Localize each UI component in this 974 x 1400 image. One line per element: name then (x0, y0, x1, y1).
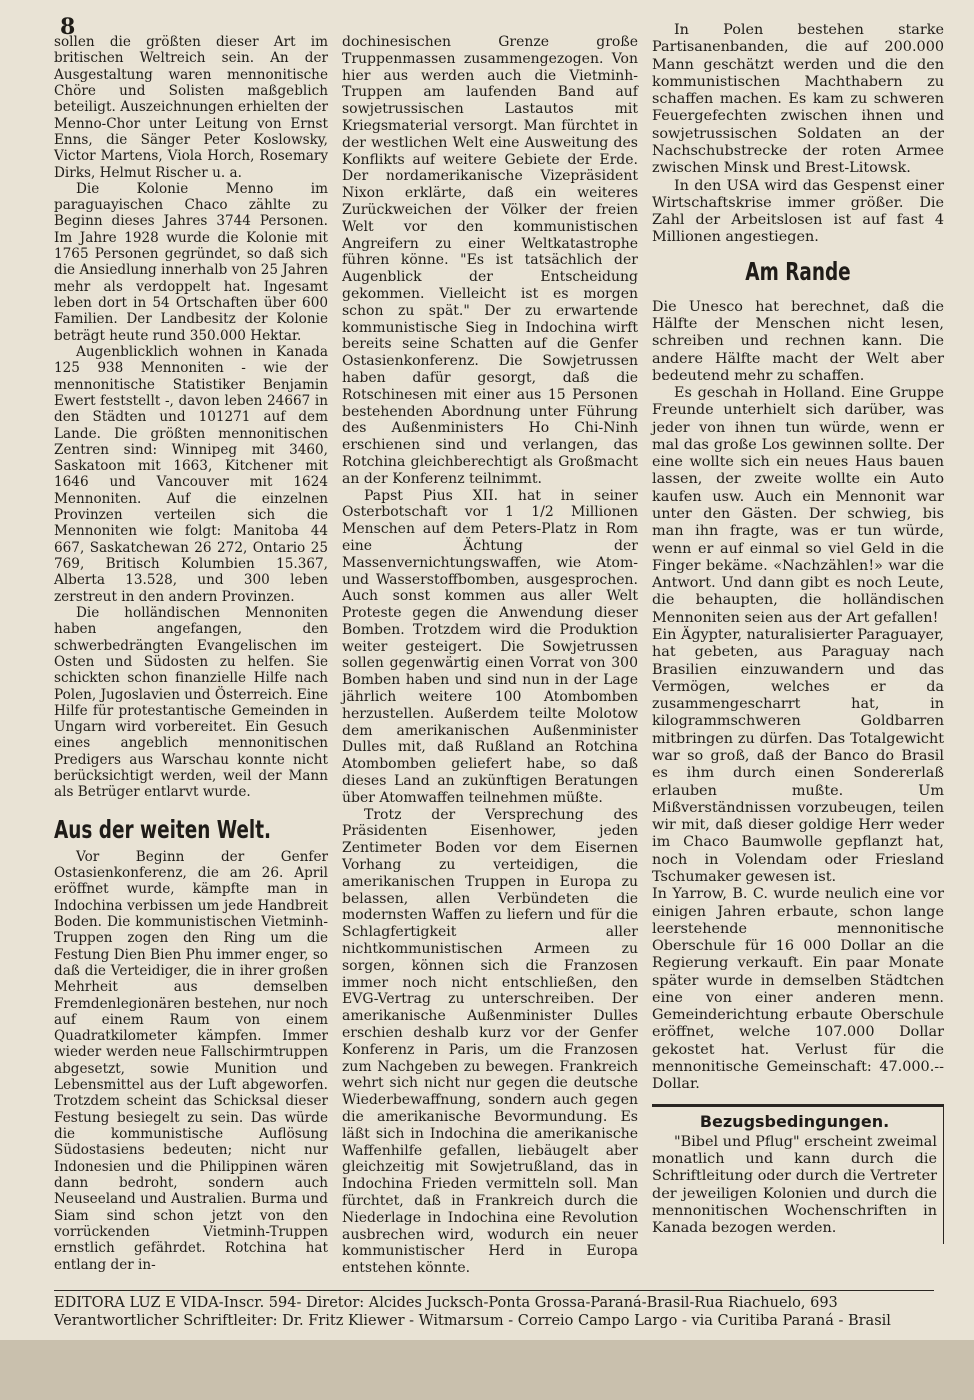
publisher-footer (54, 1290, 934, 1330)
column-3 (652, 22, 944, 1244)
paragraph: Die Unesco hat berechnet, daß die Hälfte der Menschen nicht lesen, schreiben und rechnen kann. Die andere Hälfte macht der Welt aber bedeutend mehr zu schaffen. (652, 298, 944, 384)
subscription-box-text: "Bibel und Pflug" erscheint zweimal monatlich und kann durch die Schriftleitung oder durch die Vertreter der jeweiligen Kolonien und durch die mennonitischen Wochenschriften in Kanada bezogen werden. (652, 1133, 937, 1237)
column-1 (54, 34, 328, 1273)
paragraph: sollen die größten dieser Art im britischen Weltreich sein. An der Ausgestaltung waren mennonitische Chöre und Solisten maßgeblich beteiligt. Auszeichnungen erhielten der Menno-Chor unter Leitung von Ernst Enns, die Sänger Peter Koslowsky, Victor Martens, Viola Horch, Rosemary Dirks, Helmut Rischer u. a. (54, 34, 328, 181)
subscription-box-title: Bezugsbedingungen. (699, 1111, 890, 1131)
column-2 (342, 34, 638, 1277)
paragraph: In Polen bestehen starke Partisanenbanden, die auf 200.000 Mann geschätzt werden und die den kommunistischen Machthabern zu schaffen machen. Es kam zu schweren Feuergefechten zwischen ihnen und sowjetrussischen Soldaten an der Nachschubstrecke der roten Armee zwischen Minsk und Brest-Litowsk. (652, 22, 944, 177)
subscription-box (652, 1104, 944, 1244)
paragraph: In Yarrow, B. C. wurde neulich eine vor einigen Jahren erbaute, schon lange leerstehende mennonitische Oberschule für 16 000 Dollar an die Regierung verkauft. Ein paar Monate später wurde in demselben Städtchen eine von einer anderen menn. Gemeinderichtung erbaute Oberschule eröffnet, welche 107.000 Dollar gekostet hat. Verlust für die mennonitische Gemeinschaft: 47.000.--Dollar. (652, 886, 944, 1093)
footer-line-2: Verantwortlicher Schriftleiter: Dr. Fritz Kliewer - Witmarsum - Correio Campo Largo - via Curitiba Paraná - Brasil (54, 1313, 891, 1329)
footer-line-1: EDITORA LUZ E VIDA-Inscr. 594- Diretor: Alcides Jucksch-Ponta Grossa-Paraná-Brasil-Rua Riachuelo, 693 (54, 1295, 838, 1311)
paragraph: Papst Pius XII. hat in seiner Osterbotschaft vor 1 1/2 Millionen Menschen auf dem Peters-Platz in Rom eine Ächtung der Massenvernichtungswaffen, wie Atom- und Wasserstoffbomben, ausgesprochen. Auch sonst kommen aus aller Welt Proteste gegen die Anwendung dieser Bomben. Trotzdem wird die Produktion weiter gesteigert. Die Sowjetrussen sollen gegenwärtig einen Vorrat von 300 Bomben haben und sind nun in der Lage jährlich weitere 100 Atombomben herzustellen. Außerdem teilte Molotow dem amerikanischen Außenminister Dulles mit, daß Rußland an Rotchina Atombomben geliefert habe, so daß dieses Land an zukünftigen Beratungen über Atomwaffen teilnehmen müßte. (342, 487, 638, 806)
paragraph: Die Kolonie Menno im paraguayischen Chaco zählte zu Beginn dieses Jahres 3744 Personen. Im Jahre 1928 wurde die Kolonie mit 1765 Personen gegründet, so daß sich die Ansiedlung innerhalb von 25 Jahren mehr als verdoppelt hat. Ingesamt leben dort in 54 Ortschaften über 600 Familien. Der Landbesitz der Kolonie beträgt heute rund 350.000 Hektar. (54, 180, 328, 344)
page-number: 8 (60, 14, 76, 40)
section-heading-am-rande: Am Rande (745, 256, 851, 286)
paragraph: Ein Ägypter, naturalisierter Paraguayer, hat gebeten, aus Paraguay nach Brasilien einzuwandern und das Vermögen, welches er da zusammengescharrt hat, in kilogrammschweren Goldbarren mitbringen zu dürfen. Das Totalgewicht war so groß, daß der Banco do Brasil es ihm durch einen Sondererlaß erlauben mußte. Um Mißverständnissen vorzubeugen, teilen wir mit, daß dieser goldige Herr weder im Chaco Baumwolle gepflanzt hat, noch in Volendam oder Friesland Tschumaker gewesen ist. (652, 627, 944, 885)
paragraph: Augenblicklich wohnen in Kanada 125 938 Mennoniten - wie der mennonitische Statistiker Benjamin Ewert feststellt -, davon leben 24667 in den Städten und 101271 auf dem Lande. Die größten mennonitischen Zentren sind: Winnipeg mit 3460, Saskatoon mit 1663, Kitchener mit 1646 und Vancouver mit 1624 Mennoniten. Auf die einzelnen Provinzen verteilen sich die Mennoniten wie folgt: Manitoba 44 667, Saskatchewan 26 272, Ontario 25 769, Britisch Kolumbien 15.367, Alberta 13.528, und 300 leben zerstreut in den andern Provinzen. (54, 343, 328, 605)
paragraph: In den USA wird das Gespenst einer Wirtschaftskrise immer größer. Die Zahl der Arbeitslosen ist auf fast 4 Millionen angestiegen. (652, 177, 944, 246)
paragraph: Trotz der Versprechung des Präsidenten Eisenhower, jeden Zentimeter Boden vor dem Eisernen Vorhang zu verteidigen, die amerikanischen Truppen in Europa zu belassen, allen Verbündeten die modernsten Waffen zu liefern und für die Schlagfertigkeit aller nichtkommunistischen Armeen zu sorgen, können sich die Franzosen immer noch nicht entschließen, den EVG-Vertrag zu unterschreiben. Der amerikanische Außenminister Dulles erschien deshalb kurz vor der Genfer Konferenz in Paris, um die Franzosen zum Nachgeben zu bewegen. Frankreich wehrt sich nicht nur gegen die deutsche Wiederbewaffnung, sondern auch gegen die amerikanische Bevormundung. Es läßt sich in Indochina die amerikanische Waffenhilfe gefallen, liebäugelt aber gleichzeitig mit Sowjetrußland, das in Indochina Frieden vermitteln soll. Man fürchtet, daß in Frankreich durch die Niederlage in Indochina eine Revolution ausbrechen wird, wodurch ein neuer kommunistischer Herd in Europa entstehen könnte. (342, 806, 638, 1277)
paragraph: Die holländischen Mennoniten haben angefangen, den schwerbedrängten Evangelischen im Osten und Südosten zu helfen. Sie schickten schon finanzielle Hilfe nach Polen, Jugoslavien und Österreich. Eine Hilfe für protestantische Gemeinden in Ungarn wird vorbereitet. Ein Gesuch eines angeblich mennonitischen Predigers aus Warschau konnte nicht berücksichtigt werden, weil der Mann als Betrüger entlarvt wurde. (54, 604, 328, 801)
page-margin (0, 1340, 974, 1400)
section-heading-aus-der-weiten-welt: Aus der weiten Welt. (54, 814, 272, 844)
paragraph: dochinesischen Grenze große Truppenmassen zusammengezogen. Von hier aus werden auch die Vietminh-Truppen am laufenden Band auf sowjetrussischen Lastautos mit Kriegsmaterial versorgt. Man fürchtet in der westlichen Welt eine Ausweitung des Konflikts auf weitere Gebiete der Erde. Der nordamerikanische Vizepräsident Nixon erklärte, daß ein weiteres Zurückweichen der Völker der freien Welt vor den kommunistischen Angreifern zu einer Weltkatastrophe führen könne. "Es ist tatsächlich der Augenblick der Entscheidung gekommen. Vielleicht ist es morgen schon zu spät." Der zu erwartende kommunistische Sieg in Indochina wirft bereits seine Schatten auf die Genfer Ostasienkonferenz. Die Sowjetrussen haben dafür gesorgt, daß die Rotschinesen mit einer aus 15 Personen bestehenden Abordnung unter Führung des Außenministers Ho Chi-Ninh erschienen sind und verlangen, das Rotchina gleichberechtigt als Großmacht an der Konferenz teilnimmt. (342, 34, 638, 487)
paragraph: Vor Beginn der Genfer Ostasienkonferenz, die am 26. April eröffnet wurde, kämpfte man in Indochina verbissen um jede Handbreit Boden. Die kommunistischen Vietminh-Truppen zogen den Ring um die Festung Dien Bien Phu immer enger, so daß die Verteidiger, die in ihrer großen Mehrheit aus demselben Fremdenlegionären bestehen, nur noch auf einem Raum von einem Quadratkilometer kämpfen. Immer wieder werden neue Fallschirmtruppen abgesetzt, sowie Munition und Lebensmittel aus der Luft abgeworfen. Trotzdem scheint das Schicksal dieser Festung besiegelt zu sein. Das würde die kommunistische Auflösung Südostasiens bedeuten; nicht nur Indonesien und die Philippinen wären dann bedroht, sondern auch Neuseeland und Australien. Burma und Siam sind schon jetzt von den vorrückenden Vietminh-Truppen ernstlich gefährdet. Rotchina hat entlang der in- (54, 848, 328, 1273)
paragraph: Es geschah in Holland. Eine Gruppe Freunde unterhielt sich darüber, was jeder von ihnen tun würde, wenn er mal das große Los gewinnen sollte. Der eine wollte sich ein neues Haus bauen lassen, der zweite wollte ein Auto kaufen usw. Auch ein Mennonit war unter den Gästen. Der schwieg, bis man ihn fragte, was er tun würde, wenn er auf einmal so viel Geld in die Finger bekäme. «Nachzählen!» war die Antwort. Und dann gibt es noch Leute, die behaupten, die holländischen Mennoniten seien aus der Art gefallen! (652, 385, 944, 626)
